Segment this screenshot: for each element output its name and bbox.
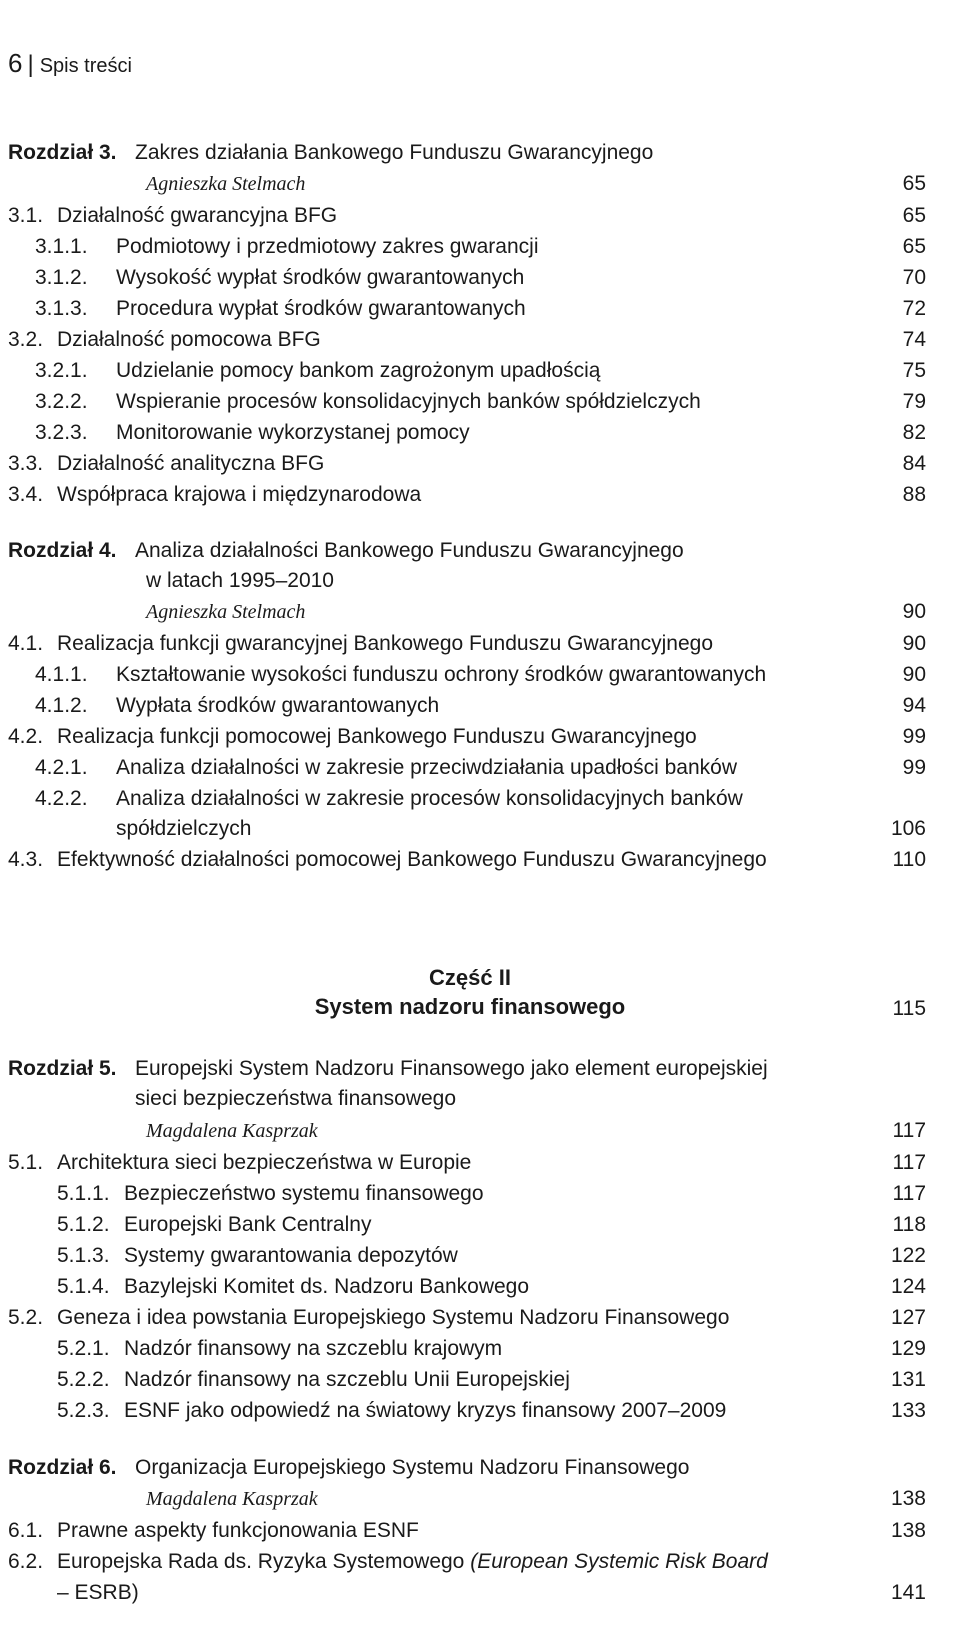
page-ref: 117	[892, 1151, 926, 1174]
page-ref: 115	[892, 997, 926, 1020]
page-ref: 106	[890, 817, 926, 840]
section-title: Efektywność działalności pomocowej Bankowego Funduszu Gwarancyjnego	[57, 848, 767, 871]
section-title: Działalność analityczna BFG	[57, 452, 325, 475]
page-ref: 131	[890, 1368, 926, 1391]
section-title-italic: (European Systemic Risk Board	[470, 1550, 768, 1573]
chapter-label: Rozdział 5.	[8, 1057, 117, 1080]
section-number: 4.2.1.	[35, 756, 88, 779]
section-title-cont: spółdzielczych	[116, 817, 252, 840]
page-ref: 65	[902, 235, 926, 258]
section-number: 6.1.	[8, 1519, 44, 1542]
section-number: 5.2.2.	[57, 1368, 110, 1391]
section-number: 3.2.	[8, 328, 44, 351]
section-number: 3.4.	[8, 483, 44, 506]
section-title: Współpraca krajowa i międzynarodowa	[57, 483, 422, 506]
page-ref: 127	[890, 1306, 926, 1329]
page-ref: 99	[902, 756, 926, 779]
section-title: Nadzór finansowy na szczeblu krajowym	[124, 1337, 503, 1360]
section-title: Wypłata środków gwarantowanych	[116, 694, 440, 717]
page-number: 6	[8, 48, 23, 78]
section-title: Prawne aspekty funkcjonowania ESNF	[57, 1519, 419, 1542]
chapter-author: Agnieszka Stelmach	[146, 173, 306, 195]
section-number: 3.1.	[8, 204, 44, 227]
page-ref: 138	[890, 1519, 926, 1542]
chapter-label: Rozdział 4.	[8, 539, 117, 562]
section-title-wrap	[57, 1549, 768, 1575]
page-ref: 65	[902, 172, 926, 195]
part-title: System nadzoru finansowego	[314, 994, 626, 1019]
page-ref: 141	[890, 1581, 926, 1604]
section-number: 3.2.2.	[35, 390, 88, 413]
header-separator: |	[27, 51, 34, 78]
page-ref: 118	[892, 1213, 926, 1236]
section-title: Działalność gwarancyjna BFG	[57, 204, 338, 227]
page-ref: 84	[902, 452, 926, 475]
section-number: 5.1.	[8, 1151, 44, 1174]
chapter-title-cont: w latach 1995–2010	[146, 569, 334, 592]
chapter-title: Zakres działania Bankowego Funduszu Gwarancyjnego	[135, 141, 654, 164]
chapter-author: Magdalena Kasprzak	[146, 1120, 318, 1142]
page-ref: 82	[902, 421, 926, 444]
chapter-title-cont: sieci bezpieczeństwa finansowego	[135, 1087, 457, 1110]
section-number: 5.1.4.	[57, 1275, 110, 1298]
page-ref: 122	[890, 1244, 926, 1267]
section-number: 3.1.1.	[35, 235, 88, 258]
section-number: 3.2.3.	[35, 421, 88, 444]
page-ref: 117	[892, 1119, 926, 1142]
page-ref: 94	[902, 694, 926, 717]
page-running-title: Spis treści	[39, 55, 132, 77]
chapter-label: Rozdział 3.	[8, 141, 117, 164]
section-number: 5.1.2.	[57, 1213, 110, 1236]
chapter-label: Rozdział 6.	[8, 1456, 117, 1479]
page-ref: 75	[902, 359, 926, 382]
section-number: 6.2.	[8, 1550, 44, 1573]
page-ref: 72	[902, 297, 926, 320]
page-ref: 74	[902, 328, 926, 351]
section-title: Systemy gwarantowania depozytów	[124, 1244, 458, 1267]
section-number: 4.1.2.	[35, 694, 88, 717]
page-ref: 79	[902, 390, 926, 413]
section-title: Bezpieczeństwo systemu finansowego	[124, 1182, 484, 1205]
section-title: Architektura sieci bezpieczeństwa w Europie	[57, 1151, 472, 1174]
section-number: 4.1.	[8, 632, 44, 655]
chapter-title: Europejski System Nadzoru Finansowego jako element europejskiej	[135, 1057, 768, 1080]
section-title: Europejski Bank Centralny	[124, 1213, 372, 1236]
section-title: Geneza i idea powstania Europejskiego Systemu Nadzoru Finansowego	[57, 1306, 730, 1329]
section-number: 4.3.	[8, 848, 44, 871]
section-number: 5.1.3.	[57, 1244, 110, 1267]
section-title: Podmiotowy i przedmiotowy zakres gwarancji	[116, 235, 539, 258]
section-title: ESNF jako odpowiedź na światowy kryzys finansowy 2007–2009	[124, 1399, 727, 1422]
page-ref: 133	[890, 1399, 926, 1422]
page-ref: 124	[890, 1275, 926, 1298]
section-title: Analiza działalności w zakresie procesów konsolidacyjnych banków	[116, 787, 743, 810]
section-title: Monitorowanie wykorzystanej pomocy	[116, 421, 470, 444]
section-number: 5.2.	[8, 1306, 44, 1329]
section-title: Nadzór finansowy na szczeblu Unii Europejskiej	[124, 1368, 570, 1391]
section-title: Analiza działalności w zakresie przeciwdziałania upadłości banków	[116, 756, 737, 779]
page-ref: 99	[902, 725, 926, 748]
section-number: 4.2.2.	[35, 787, 88, 810]
section-title: Realizacja funkcji pomocowej Bankowego Funduszu Gwarancyjnego	[57, 725, 697, 748]
section-number: 5.1.1.	[57, 1182, 110, 1205]
page-ref: 90	[902, 632, 926, 655]
section-title: Bazylejski Komitet ds. Nadzoru Bankowego	[124, 1275, 530, 1298]
page-ref: 90	[902, 663, 926, 686]
section-title: Realizacja funkcji gwarancyjnej Bankowego Funduszu Gwarancyjnego	[57, 632, 714, 655]
section-number: 4.1.1.	[35, 663, 88, 686]
section-title: Europejska Rada ds. Ryzyka Systemowego	[57, 1550, 465, 1573]
part-label: Część II	[429, 965, 511, 990]
section-number: 5.2.1.	[57, 1337, 110, 1360]
section-title: Wysokość wypłat środków gwarantowanych	[116, 266, 525, 289]
section-number: 3.2.1.	[35, 359, 88, 382]
page-header	[8, 48, 132, 79]
section-title: Udzielanie pomocy bankom zagrożonym upadłością	[116, 359, 601, 382]
page-ref: 70	[902, 266, 926, 289]
section-title: Działalność pomocowa BFG	[57, 328, 321, 351]
chapter-title: Analiza działalności Bankowego Funduszu Gwarancyjnego	[135, 539, 684, 562]
section-number: 3.1.3.	[35, 297, 88, 320]
section-title-cont: – ESRB)	[57, 1581, 139, 1604]
page-ref: 110	[892, 848, 926, 871]
section-number: 4.2.	[8, 725, 44, 748]
chapter-title: Organizacja Europejskiego Systemu Nadzoru Finansowego	[135, 1456, 690, 1479]
section-number: 3.3.	[8, 452, 44, 475]
section-number: 5.2.3.	[57, 1399, 110, 1422]
page-ref: 90	[902, 600, 926, 623]
page-ref: 129	[890, 1337, 926, 1360]
page-ref: 138	[890, 1487, 926, 1510]
section-title: Kształtowanie wysokości funduszu ochrony środków gwarantowanych	[116, 663, 767, 686]
chapter-author: Magdalena Kasprzak	[146, 1488, 318, 1510]
page-ref: 65	[902, 204, 926, 227]
section-title: Procedura wypłat środków gwarantowanych	[116, 297, 526, 320]
section-number: 3.1.2.	[35, 266, 88, 289]
page-ref: 88	[902, 483, 926, 506]
page-ref: 117	[892, 1182, 926, 1205]
section-title: Wspieranie procesów konsolidacyjnych banków spółdzielczych	[116, 390, 701, 413]
chapter-author: Agnieszka Stelmach	[146, 601, 306, 623]
